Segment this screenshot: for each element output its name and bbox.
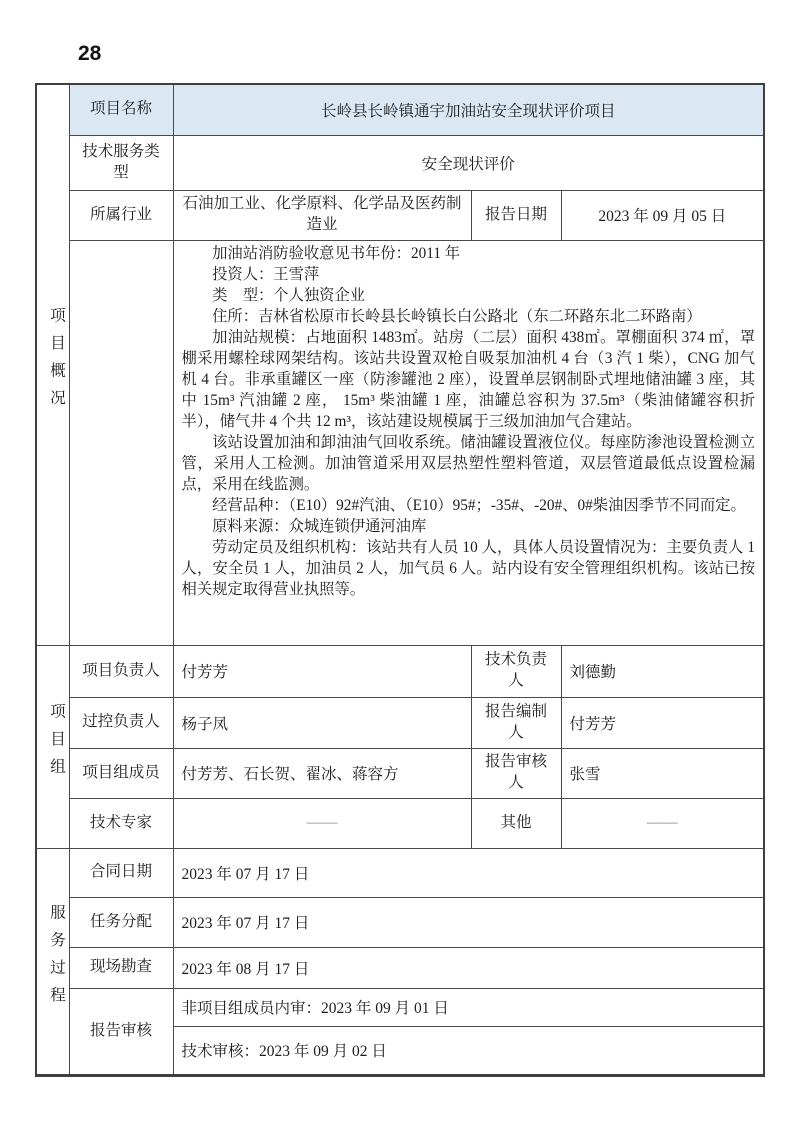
overview-vertical-label: 项目概况 [48, 307, 65, 418]
project-leader-label: 项目负责人 [69, 645, 173, 697]
team-row [36, 697, 764, 748]
service-type-row [36, 135, 764, 190]
overview-paragraph: 加油站规模：占地面积 1483㎡。站房（二层）面积 438㎡。罩棚面积 374 ㎡，罩棚采用螺栓球网架结构。该站共设置双枪自吸泵加油机 4 台（3 汽 1 柴），CNG 加气机 4 台。非承重罐区一座（防渗罐池 2 座），设置单层钢制卧式埋地储油罐 3 座，其中 15m³ 汽油罐 2 座， 15m³ 柴油罐 1 座，油罐总容积为 37.5m³（柴油储罐容积折半），储气井 4 个共 12 m³，该站建设规模属于三级加油加气合建站。 [181, 328, 756, 430]
section-label-overview [36, 84, 69, 645]
section-label-team [36, 645, 69, 848]
internal-review-value: 非项目组成员内审：2023 年 09 月 01 日 [173, 988, 764, 1026]
service-type-value: 安全现状评价 [173, 135, 764, 190]
other-value: —— [561, 798, 764, 848]
task-assignment-value: 2023 年 07 月 17 日 [173, 897, 764, 947]
tech-leader-value: 刘德勤 [561, 645, 764, 697]
report-date-label: 报告日期 [471, 190, 561, 240]
page-number: 28 [78, 42, 102, 65]
site-survey-value: 2023 年 08 月 17 日 [173, 947, 764, 988]
technical-review-value: 技术审核：2023 年 09 月 02 日 [173, 1026, 764, 1075]
report-writer-value: 付芳芳 [561, 697, 764, 748]
overview-row [36, 240, 764, 645]
project-name-label: 项目名称 [69, 84, 173, 135]
report-review-label: 报告审核 [69, 988, 173, 1075]
section-label-process [36, 848, 69, 1075]
industry-row [36, 190, 764, 240]
overview-paragraph: 住所：吉林省松原市长岭县长岭镇长白公路北（东二环路东北二环路南） [212, 307, 702, 325]
team-vertical-label: 项目组 [48, 702, 65, 786]
overview-paragraph: 类 型：个人独资企业 [212, 286, 366, 304]
project-name-value: 长岭县长岭镇通宇加油站安全现状评价项目 [173, 84, 764, 135]
process-row [36, 947, 764, 988]
industry-label: 所属行业 [69, 190, 173, 240]
report-date-value: 2023 年 09 月 05 日 [561, 190, 764, 240]
report-writer-label: 报告编制人 [471, 697, 561, 748]
project-leader-value: 付芳芳 [173, 645, 471, 697]
overview-paragraph: 投资人：王雪萍 [212, 265, 320, 283]
overview-content [173, 240, 764, 645]
contract-date-value: 2023 年 07 月 17 日 [173, 848, 764, 897]
tech-expert-label: 技术专家 [69, 798, 173, 848]
project-name-row [36, 84, 764, 135]
other-label: 其他 [471, 798, 561, 848]
tech-leader-label: 技术负责人 [471, 645, 561, 697]
report-review-row [36, 988, 764, 1026]
process-row [36, 897, 764, 947]
task-assignment-label: 任务分配 [69, 897, 173, 947]
site-survey-label: 现场勘查 [69, 947, 173, 988]
service-type-label: 技术服务类型 [69, 135, 173, 190]
tech-expert-value: —— [173, 798, 471, 848]
process-vertical-label: 服务过程 [48, 903, 65, 1014]
report-reviewer-value: 张雪 [561, 748, 764, 798]
project-info-table [35, 83, 765, 1077]
overview-paragraph: 原料来源：众城连锁伊通河油库 [212, 517, 427, 535]
overview-paragraph: 加油站消防验收意见书年份：2011 年 [212, 244, 461, 262]
overview-paragraph: 劳动定员及组织机构：该站共有人员 10 人，具体人员设置情况为：主要负责人 1 人，安全员 1 人，加油员 2 人，加气员 6 人。站内设有安全管理组织机构。该站已按相关规定取得营业执照等。 [181, 538, 756, 598]
overview-paragraph: 经营品种：（E10）92#汽油、（E10）95#；-35#、-20#、0#柴油因季节不同而定。 [212, 496, 746, 514]
industry-value: 石油加工业、化学原料、化学品及医药制造业 [173, 190, 471, 240]
team-row [36, 748, 764, 798]
overview-paragraph: 该站设置加油和卸油油气回收系统。储油罐设置液位仪。每座防渗池设置检测立管，采用人工检测。加油管道采用双层热塑性塑料管道，双层管道最低点设置检漏点，采用在线监测。 [181, 433, 756, 493]
process-control-leader-label: 过控负责人 [69, 697, 173, 748]
process-row [36, 848, 764, 897]
contract-date-label: 合同日期 [69, 848, 173, 897]
process-control-leader-value: 杨子凤 [173, 697, 471, 748]
team-members-value: 付芳芳、石长贺、翟冰、蒋容方 [173, 748, 471, 798]
overview-spacer-cell [69, 240, 173, 645]
team-row [36, 645, 764, 697]
report-reviewer-label: 报告审核人 [471, 748, 561, 798]
team-members-label: 项目组成员 [69, 748, 173, 798]
team-row [36, 798, 764, 848]
